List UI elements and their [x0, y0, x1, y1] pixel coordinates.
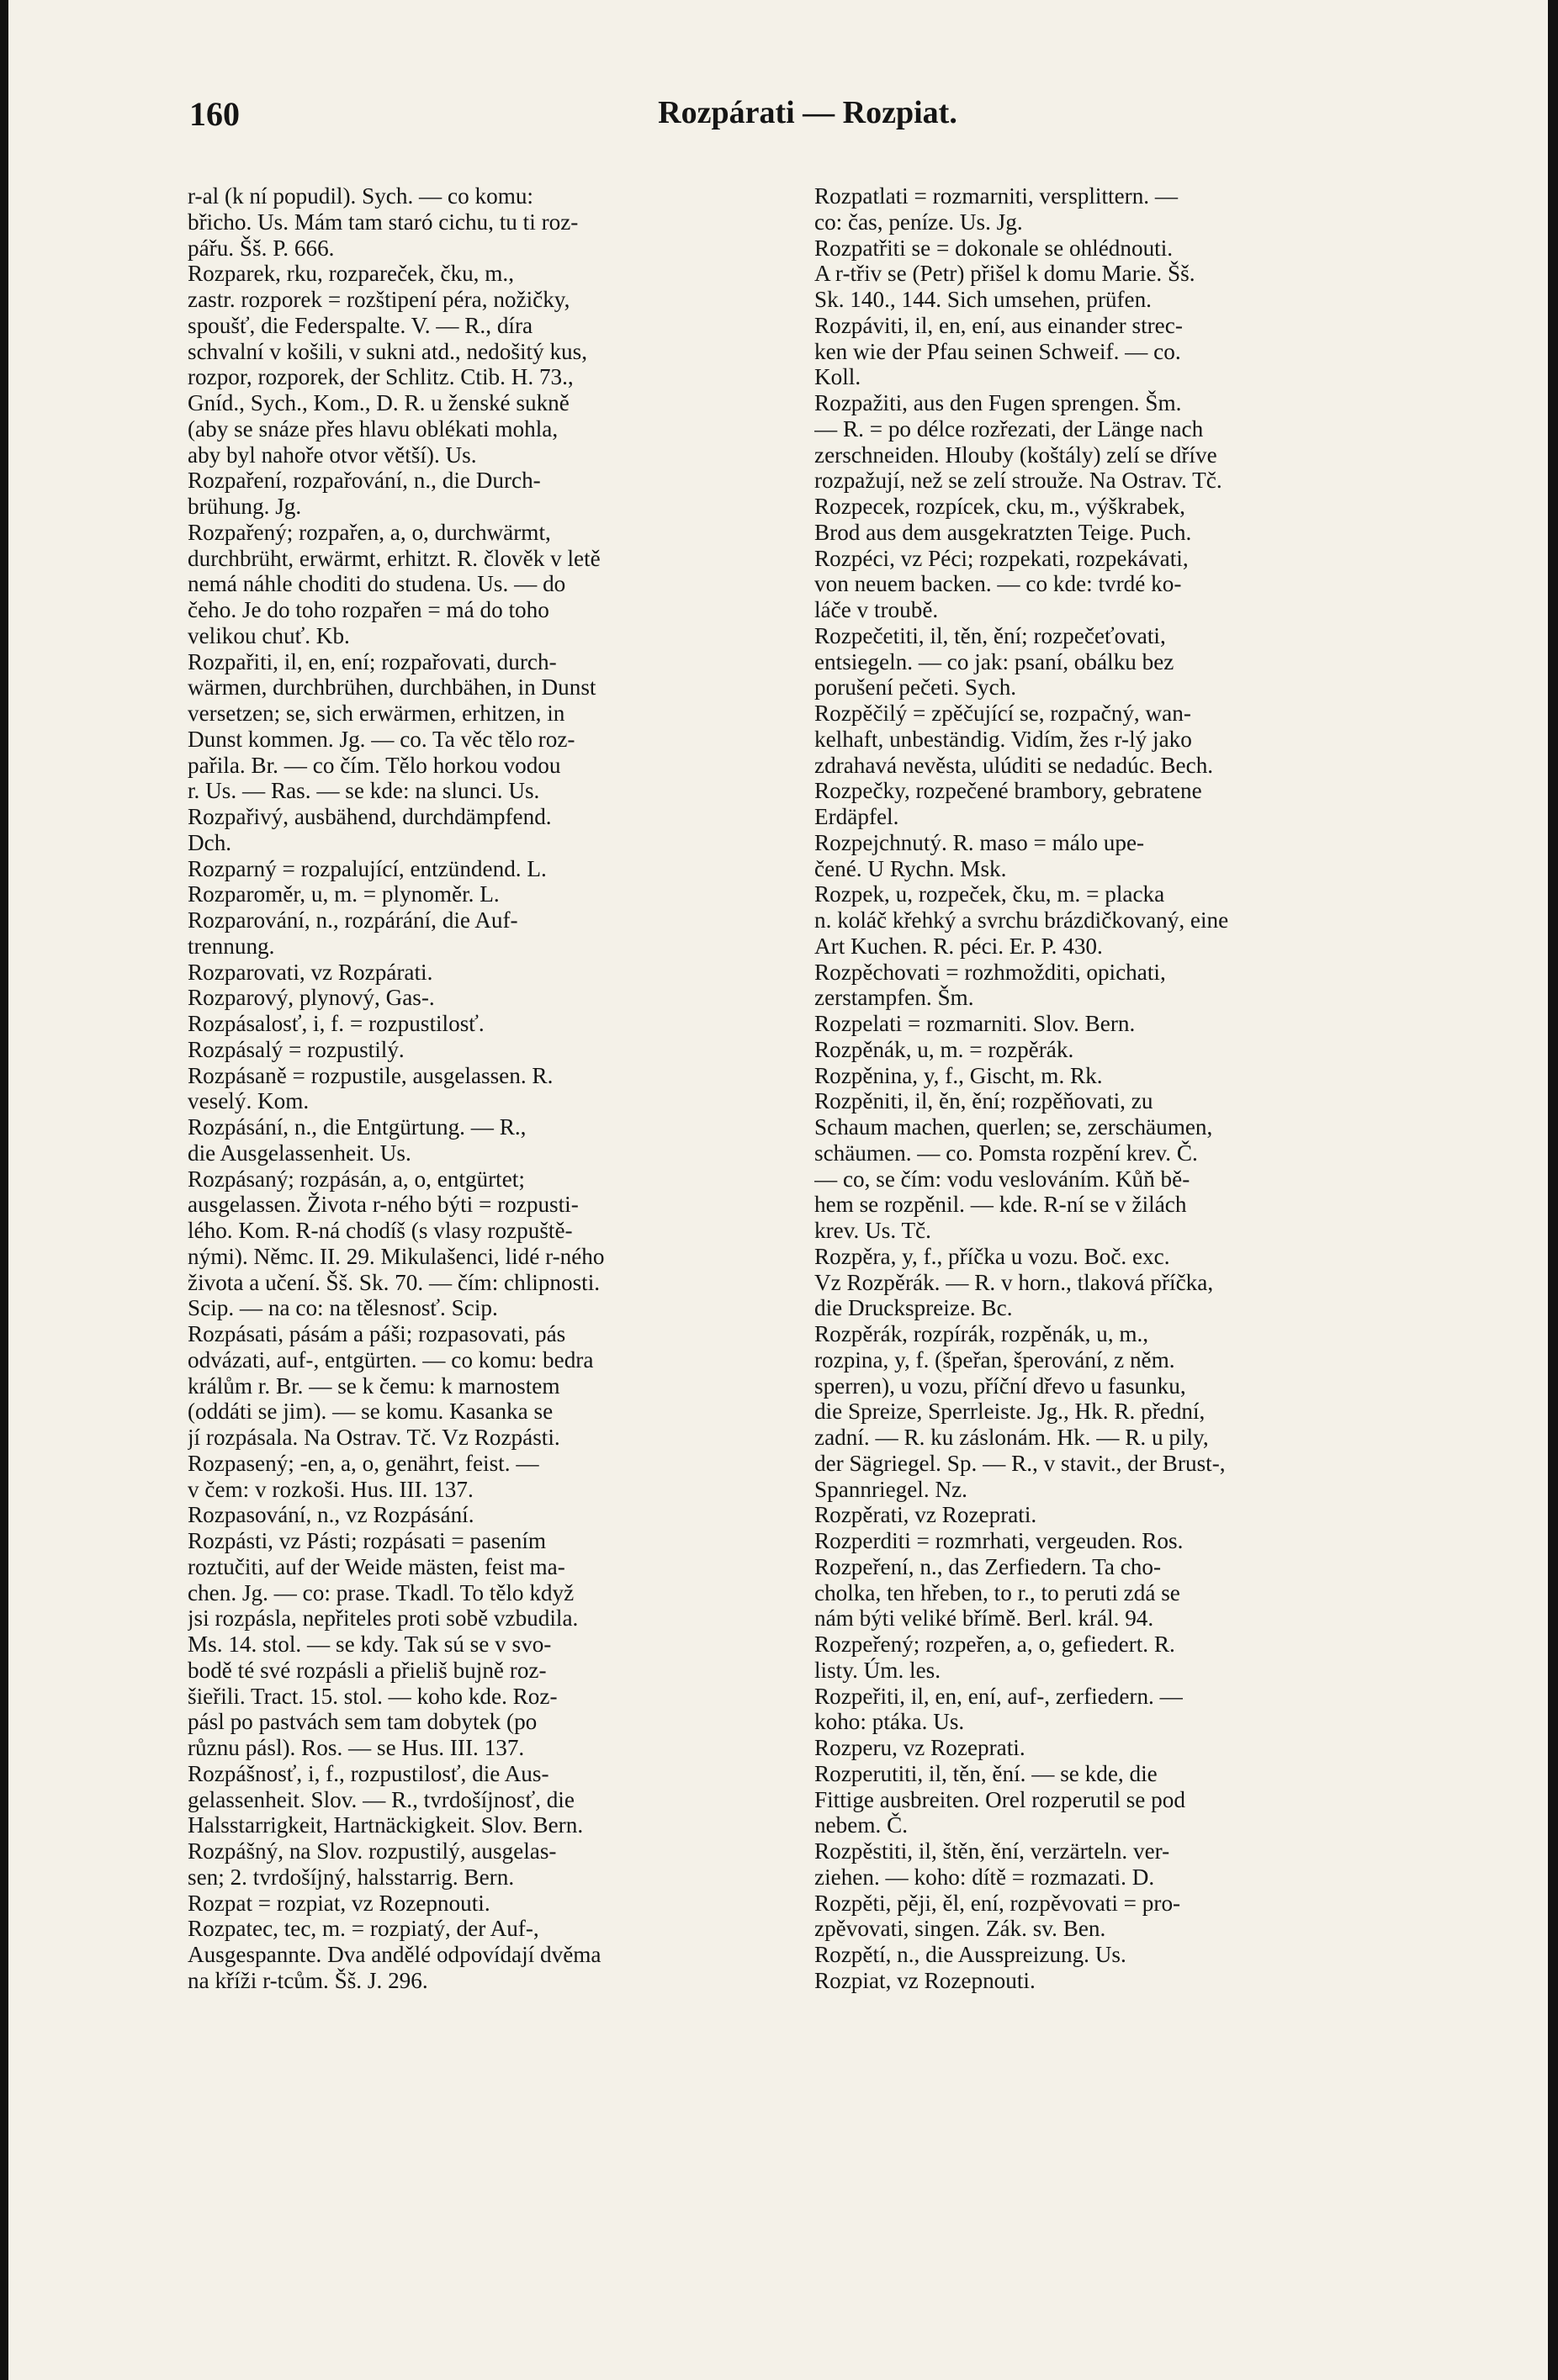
entry-line: šieřili. Tract. 15. stol. — koho kde. Roz-: [188, 1683, 558, 1709]
entry-line: Rozparovati, vz Rozpárati.: [188, 959, 433, 985]
entry-line: Rozpatec, tec, m. = rozpiatý, der Auf-,: [188, 1916, 539, 1942]
entry-line: Rozperutiti, il, těn, ění. — se kde, die: [814, 1760, 1158, 1786]
entry-line: bodě té své rozpásli a přieliš bujně roz-: [188, 1657, 547, 1683]
entry-line: Rozpaření, rozpařování, n., die Durch-: [188, 468, 541, 494]
entry-line: různu pásl). Ros. — se Hus. III. 137.: [188, 1735, 525, 1760]
entry-line: velikou chuť. Kb.: [188, 622, 350, 648]
page-number: 160: [189, 95, 240, 133]
entry-line: veselý. Kom.: [188, 1088, 310, 1114]
entry-line: Gníd., Sych., Kom., D. R. u ženské sukně: [188, 390, 570, 415]
right-column: [814, 183, 1412, 1994]
entry-line: zastr. rozporek = rozštipení péra, nožičky,: [188, 287, 570, 312]
entry-line: nám býti veliké břímě. Berl. král. 94.: [814, 1605, 1154, 1632]
entry-line: břicho. Us. Mám tam staró cichu, tu ti roz-: [188, 209, 579, 235]
running-header: [189, 94, 1426, 136]
entry-line: Rozpěčilý = zpěčující se, rozpačný, wan-: [814, 701, 1191, 726]
entry-line: nými). Němc. II. 29. Mikulašenci, lidé r-ného: [188, 1243, 605, 1269]
entry-line: schvalní v košili, v sukni atd., nedošitý kus,: [188, 338, 588, 364]
entry-line: nemá náhle choditi do studena. Us. — do: [188, 571, 566, 597]
entry-line: Rozpěniti, il, ěn, ění; rozpěňovati, zu: [814, 1088, 1153, 1114]
entry-line: pásl po pastvách sem tam dobytek (po: [188, 1709, 538, 1735]
entry-line: von neuem backen. — co kde: tvrdé ko-: [814, 571, 1182, 597]
entry-line: čeho. Je do toho rozpařen = má do toho: [188, 597, 549, 622]
entry-line: Rozpeření, n., das Zerfiedern. Ta cho-: [814, 1553, 1162, 1579]
entry-line: trennung.: [188, 933, 275, 959]
entry-line: Rozpěrák, rozpírák, rozpěnák, u, m.,: [814, 1321, 1149, 1346]
entry-line: r-al (k ní popudil). Sych. — co komu:: [188, 183, 533, 209]
entry-line: Brod aus dem ausgekratzten Teige. Puch.: [814, 519, 1192, 545]
entry-line: Scip. — na co: na tělesnosť. Scip.: [188, 1295, 498, 1321]
entry-line: Rozpásati, pásám a páši; rozpasovati, pás: [188, 1321, 566, 1346]
entry-line: Rozpatlati = rozmarniti, versplittern. —: [814, 183, 1179, 209]
entry-line: Rozpažiti, aus den Fugen sprengen. Šm.: [814, 390, 1182, 415]
entry-line: Vz Rozpěrák. — R. v horn., tlaková příčka,: [814, 1269, 1214, 1295]
entry-line: Spannriegel. Nz.: [814, 1476, 967, 1502]
entry-line: Dch.: [188, 829, 232, 855]
entry-line: Rozparný = rozpalující, entzündend. L.: [188, 855, 547, 881]
entry-line: Rozpěti, pěji, ěl, ení, rozpěvovati = pro-: [814, 1890, 1181, 1916]
entry-line: Rozpejchnutý. R. maso = málo upe-: [814, 829, 1145, 855]
entry-line: Dunst kommen. Jg. — co. Ta věc tělo roz-: [188, 726, 575, 752]
entry-line: Rozpásaně = rozpustile, ausgelassen. R.: [188, 1062, 554, 1088]
page-title: Rozpárati — Rozpiat.: [658, 95, 957, 130]
entry-line: Rozpěnák, u, m. = rozpěrák.: [814, 1036, 1074, 1062]
entry-line: čené. U Rychn. Msk.: [814, 855, 1007, 881]
entry-line: entsiegeln. — co jak: psaní, obálku bez: [814, 648, 1174, 674]
entry-line: Rozpečetiti, il, těn, ění; rozpečeťovati,: [814, 622, 1166, 648]
entry-line: Rozpatřiti se = dokonale se ohlédnouti.: [814, 235, 1174, 261]
entry-line: Rozpařivý, ausbähend, durchdämpfend.: [188, 804, 552, 829]
entry-line: Rozpeřený; rozpeřen, a, o, gefiedert. R.: [814, 1632, 1175, 1657]
entry-line: Rozpasování, n., vz Rozpásání.: [188, 1502, 474, 1528]
entry-line: Rozpásti, vz Pásti; rozpásati = pasením: [188, 1528, 547, 1553]
entry-line: ziehen. — koho: dítě = rozmazati. D.: [814, 1864, 1155, 1890]
entry-line: Rozpásaný; rozpásán, a, o, entgürtet;: [188, 1166, 525, 1192]
entry-line: Rozpecek, rozpícek, cku, m., výškrabek,: [814, 494, 1185, 519]
entry-line: Rozpěra, y, f., příčka u vozu. Boč. exc.: [814, 1243, 1170, 1269]
dictionary-page: [8, 0, 1548, 2380]
entry-line: Rozpěrati, vz Rozeprati.: [814, 1502, 1037, 1528]
entry-line: Rozparový, plynový, Gas-.: [188, 985, 435, 1011]
entry-line: schäumen. — co. Pomsta rozpění krev. Č.: [814, 1140, 1198, 1166]
entry-line: sen; 2. tvrdošíjný, halsstarrig. Bern.: [188, 1864, 515, 1890]
entry-line: Art Kuchen. R. péci. Er. P. 430.: [814, 933, 1103, 959]
entry-line: zerstampfen. Šm.: [814, 985, 974, 1011]
entry-line: Rozpiat, vz Rozepnouti.: [814, 1967, 1036, 1993]
entry-line: králům r. Br. — se k čemu: k marnostem: [188, 1372, 560, 1399]
entry-line: Rozpásalý = rozpustilý.: [188, 1036, 405, 1062]
entry-line: lého. Kom. R-ná chodíš (s vlasy rozpuště-: [188, 1218, 573, 1243]
entry-line: r. Us. — Ras. — se kde: na slunci. Us.: [188, 778, 540, 804]
entry-line: Rozpasený; -en, a, o, genährt, feist. —: [188, 1450, 539, 1476]
entry-line: Rozpášný, na Slov. rozpustilý, ausgelas-: [188, 1838, 557, 1864]
entry-line: versetzen; se, sich erwärmen, erhitzen, in: [188, 701, 565, 726]
entry-line: Rozpásalosť, i, f. = rozpustilosť.: [188, 1011, 485, 1036]
entry-line: pařila. Br. — co čím. Tělo horkou vodou: [188, 752, 561, 778]
entry-line: wärmen, durchbrühen, durchbähen, in Dunst: [188, 674, 596, 701]
entry-line: Rozpáviti, il, en, ení, aus einander strec-: [814, 312, 1183, 338]
entry-line: odvázati, auf-, entgürten. — co komu: bedra: [188, 1346, 594, 1372]
entry-line: Rozparoměr, u, m. = plynoměr. L.: [188, 881, 500, 907]
entry-line: hem se rozpěnil. — kde. R-ní se v žilách: [814, 1192, 1187, 1218]
entry-line: porušení pečeti. Sych.: [814, 674, 1017, 701]
entry-line: cholka, ten hřeben, to r., to peruti zdá se: [814, 1579, 1180, 1605]
entry-line: spoušť, die Federspalte. V. — R., díra: [188, 312, 533, 338]
entry-line: Schaum machen, querlen; se, zerschäumen,: [814, 1114, 1213, 1140]
entry-line: Rozpek, u, rozpeček, čku, m. = placka: [814, 881, 1165, 907]
entry-line: Rozpěchovati = rozhmožditi, opichati,: [814, 959, 1166, 985]
entry-line: Rozpečky, rozpečené brambory, gebratene: [814, 778, 1202, 804]
entry-line: die Druckspreize. Bc.: [814, 1295, 1013, 1321]
entry-line: Koll.: [814, 364, 861, 390]
entry-line: der Sägriegel. Sp. — R., v stavit., der Brust-,: [814, 1450, 1226, 1476]
entry-line: — R. = po délce rozřezati, der Länge nach: [814, 415, 1204, 442]
entry-line: Rozpařený; rozpařen, a, o, durchwärmt,: [188, 519, 551, 545]
entry-line: Rozpásání, n., die Entgürtung. — R.,: [188, 1114, 527, 1140]
entry-line: Rozparek, rku, rozpareček, čku, m.,: [188, 261, 515, 287]
entry-line: co: čas, peníze. Us. Jg.: [814, 209, 1023, 235]
entry-line: rozpažují, než se zelí strouže. Na Ostrav. Tč.: [814, 468, 1222, 494]
entry-line: n. koláč křehký a svrchu brázdičkovaný, eine: [814, 907, 1229, 933]
entry-line: jí rozpásala. Na Ostrav. Tč. Vz Rozpásti.: [188, 1425, 560, 1450]
entry-line: zerschneiden. Hlouby (koštály) zelí se dříve: [814, 442, 1217, 468]
entry-line: Halsstarrigkeit, Hartnäckigkeit. Slov. Bern.: [188, 1812, 584, 1838]
entry-line: Ms. 14. stol. — se kdy. Tak sú se v svo-: [188, 1632, 552, 1657]
entry-line: zpěvovati, singen. Zák. sv. Ben.: [814, 1916, 1106, 1942]
entry-line: v čem: v rozkoši. Hus. III. 137.: [188, 1476, 474, 1502]
entry-line: listy. Úm. les.: [814, 1657, 941, 1683]
entry-line: — co, se čím: vodu veslováním. Kůň bě-: [814, 1166, 1190, 1192]
entry-line: Ausgespannte. Dva andělé odpovídají dvěma: [188, 1942, 601, 1967]
entry-line: koho: ptáka. Us.: [814, 1709, 965, 1735]
entry-line: Rozpelati = rozmarniti. Slov. Bern.: [814, 1011, 1136, 1036]
entry-line: A r-třiv se (Petr) přišel k domu Marie. Šš.: [814, 261, 1195, 287]
entry-line: Fittige ausbreiten. Orel rozperutil se pod: [814, 1786, 1185, 1812]
entry-line: die Ausgelassenheit. Us.: [188, 1140, 411, 1166]
entry-line: života a učení. Šš. Sk. 70. — čím: chlipnosti.: [188, 1269, 601, 1295]
entry-line: brühung. Jg.: [188, 494, 302, 519]
entry-line: rozpina, y, f. (špeřan, šperování, z něm.: [814, 1346, 1175, 1372]
entry-line: Rozpařiti, il, en, ení; rozpařovati, durch-: [188, 648, 557, 674]
entry-line: Erdäpfel.: [814, 804, 899, 829]
entry-line: zdrahavá nevěsta, ulúditi se nedadúc. Bech.: [814, 752, 1214, 778]
entry-line: Rozpášnosť, i, f., rozpustilosť, die Aus-: [188, 1760, 549, 1786]
entry-line: aby byl nahoře otvor větší). Us.: [188, 442, 477, 468]
entry-line: láče v troubě.: [814, 597, 939, 622]
entry-line: roztučiti, auf der Weide mästen, feist ma-: [188, 1553, 565, 1579]
entry-line: krev. Us. Tč.: [814, 1218, 931, 1243]
entry-line: kelhaft, unbeständig. Vidím, žes r-lý jako: [814, 726, 1192, 752]
entry-line: Rozpeřiti, il, en, ení, auf-, zerfiedern. —: [814, 1683, 1183, 1709]
entry-line: jsi rozpásla, nepřiteles proti sobě vzbudila.: [188, 1605, 579, 1632]
entry-line: Rozperu, vz Rozeprati.: [814, 1735, 1025, 1760]
entry-line: na kříži r-tcům. Šš. J. 296.: [188, 1967, 428, 1993]
entry-line: sperren), u vozu, příční dřevo u fasunku,: [814, 1372, 1186, 1399]
entry-line: rozpor, rozporek, der Schlitz. Ctib. H. 73.,: [188, 364, 574, 390]
entry-line: Sk. 140., 144. Sich umsehen, prüfen.: [814, 287, 1152, 312]
entry-line: durchbrüht, erwärmt, erhitzt. R. člověk v letě: [188, 545, 601, 571]
entry-line: ausgelassen. Života r-ného býti = rozpusti-: [188, 1192, 579, 1218]
entry-line: Rozperditi = rozmrhati, vergeuden. Ros.: [814, 1528, 1184, 1553]
entry-line: nebem. Č.: [814, 1812, 908, 1838]
entry-line: Rozpěnina, y, f., Gischt, m. Rk.: [814, 1062, 1103, 1088]
entry-line: gelassenheit. Slov. — R., tvrdošíjnosť, die: [188, 1786, 575, 1812]
entry-line: zadní. — R. ku záslonám. Hk. — R. u pily,: [814, 1425, 1209, 1450]
entry-line: Rozparování, n., rozpárání, die Auf-: [188, 907, 518, 933]
entry-line: Rozpěstiti, il, štěn, ění, verzärteln. ver-: [814, 1838, 1170, 1864]
entry-line: die Spreize, Sperrleiste. Jg., Hk. R. přední,: [814, 1399, 1206, 1425]
entry-line: pářu. Šš. P. 666.: [188, 235, 335, 261]
entry-line: (aby se snáze přes hlavu oblékati mohla,: [188, 415, 559, 442]
entry-line: ken wie der Pfau seinen Schweif. — co.: [814, 338, 1181, 364]
entry-line: Rozpéci, vz Péci; rozpekati, rozpekávati,: [814, 545, 1189, 571]
entry-line: Rozpětí, n., die Ausspreizung. Us.: [814, 1942, 1126, 1967]
entry-line: chen. Jg. — co: prase. Tkadl. To tělo když: [188, 1579, 575, 1605]
entry-line: (oddáti se jim). — se komu. Kasanka se: [188, 1399, 554, 1425]
left-column: [188, 183, 785, 1994]
entry-line: Rozpat = rozpiat, vz Rozepnouti.: [188, 1890, 490, 1916]
